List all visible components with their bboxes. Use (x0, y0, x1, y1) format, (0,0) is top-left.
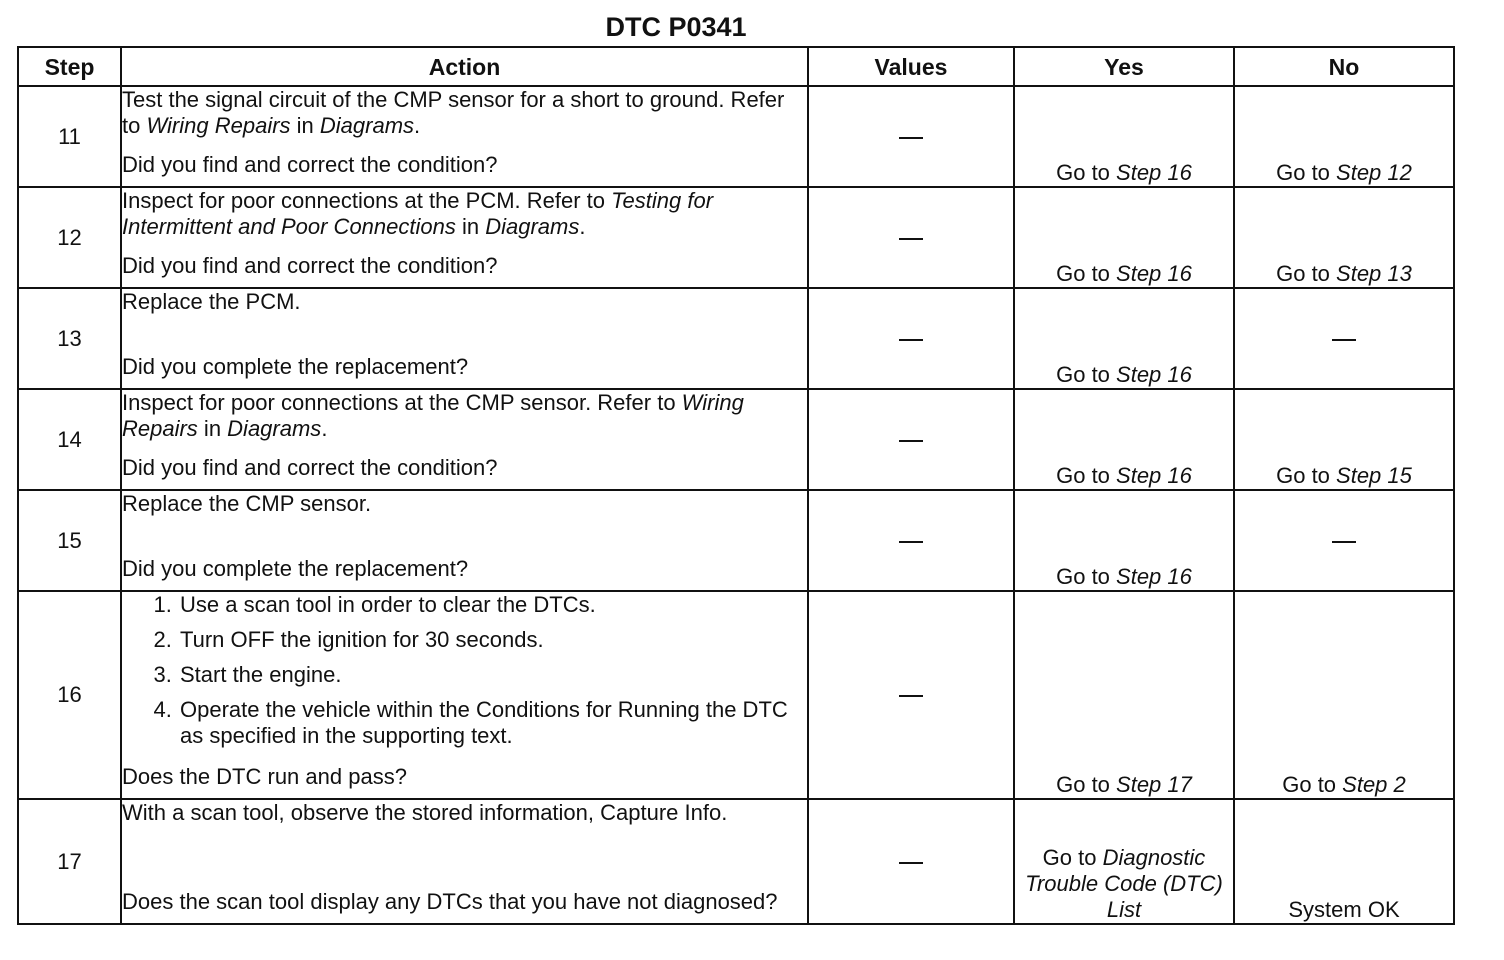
action-step-item: 1. Use a scan tool in order to clear the DTCs. (178, 592, 807, 618)
step-cell: 14 (18, 389, 121, 490)
action-text: Test the signal circuit of the CMP sensor for a short to ground. Refer to Wiring Repairs in Diagrams. (122, 87, 785, 138)
action-step-item: 4. Operate the vehicle within the Conditions for Running the DTC as specified in the supporting text. (178, 697, 807, 749)
reference-text: Step 17 (1116, 772, 1192, 797)
action-content (122, 800, 807, 915)
reference-text: Wiring Repairs (146, 113, 291, 138)
yes-cell: Go to Step 16 (1014, 389, 1234, 490)
action-content (122, 188, 807, 279)
step-cell: 16 (18, 591, 121, 799)
dtc-table (17, 46, 1455, 925)
action-steps-list (122, 592, 807, 749)
reference-text: Diagrams (319, 113, 415, 138)
dash-mark (899, 339, 923, 341)
dash-mark (899, 238, 923, 240)
action-step-item: 3. Start the engine. (178, 662, 807, 688)
no-cell (1234, 490, 1454, 591)
header-step: Step (18, 47, 121, 86)
action-text: Inspect for poor connections at the PCM. Refer to Testing for Intermittent and Poor Connections in Diagrams. (122, 188, 714, 239)
step-cell: 15 (18, 490, 121, 591)
reference-text: Step 16 (1116, 261, 1192, 286)
action-cell (121, 86, 808, 187)
action-question: Does the DTC run and pass? (122, 764, 407, 789)
action-cell (121, 591, 808, 799)
action-content (122, 87, 807, 178)
dash-mark (1332, 541, 1356, 543)
no-cell: Go to Step 15 (1234, 389, 1454, 490)
no-cell: Go to Step 2 (1234, 591, 1454, 799)
header-action: Action (121, 47, 808, 86)
action-question: Did you find and correct the condition? (122, 152, 498, 177)
step-cell: 13 (18, 288, 121, 389)
dash-mark (899, 541, 923, 543)
header-row (18, 47, 1454, 86)
dash-mark (899, 862, 923, 864)
action-text: Replace the CMP sensor. (122, 491, 372, 516)
step-cell: 12 (18, 187, 121, 288)
reference-text: Diagrams (485, 214, 580, 239)
yes-cell: Go to Diagnostic Trouble Code (DTC) List (1014, 799, 1234, 924)
dash-mark (899, 137, 923, 139)
yes-cell: Go to Step 16 (1014, 288, 1234, 389)
action-text: With a scan tool, observe the stored information, Capture Info. (122, 800, 728, 825)
action-cell (121, 187, 808, 288)
yes-cell: Go to Step 16 (1014, 490, 1234, 591)
action-cell (121, 288, 808, 389)
action-cell (121, 389, 808, 490)
reference-text: Step 13 (1336, 261, 1412, 286)
table-row (18, 288, 1454, 389)
table-row (18, 591, 1454, 799)
table-row (18, 187, 1454, 288)
action-step-item: 2. Turn OFF the ignition for 30 seconds. (178, 627, 807, 653)
values-cell (808, 799, 1014, 924)
action-question: Did you complete the replacement? (122, 354, 469, 379)
action-content (122, 491, 807, 582)
values-cell (808, 389, 1014, 490)
action-content (122, 390, 807, 481)
values-cell (808, 490, 1014, 591)
reference-text: Step 16 (1116, 160, 1192, 185)
dash-mark (899, 695, 923, 697)
action-question: Did you find and correct the condition? (122, 455, 498, 480)
action-question: Does the scan tool display any DTCs that you have not diagnosed? (122, 889, 778, 914)
reference-text: Testing for Intermittent and Poor Connections (122, 188, 714, 239)
table-row (18, 490, 1454, 591)
values-cell (808, 288, 1014, 389)
yes-cell: Go to Step 16 (1014, 86, 1234, 187)
action-cell (121, 490, 808, 591)
header-values: Values (808, 47, 1014, 86)
page-title: DTC P0341 (605, 12, 747, 42)
action-content (122, 289, 807, 380)
step-cell: 11 (18, 86, 121, 187)
header-no: No (1234, 47, 1454, 86)
dash-mark (1332, 339, 1356, 341)
action-content (122, 592, 807, 790)
action-question: Did you find and correct the condition? (122, 253, 498, 278)
reference-text: Step 2 (1342, 772, 1406, 797)
reference-text: Step 16 (1116, 362, 1192, 387)
action-text: Replace the PCM. (122, 289, 301, 314)
reference-text: Diagnostic Trouble Code (DTC) List (1025, 845, 1223, 922)
reference-text: Diagrams (227, 416, 322, 441)
action-text: Inspect for poor connections at the CMP sensor. Refer to Wiring Repairs in Diagrams. (122, 390, 744, 441)
values-cell (808, 86, 1014, 187)
yes-cell: Go to Step 17 (1014, 591, 1234, 799)
reference-text: Wiring Repairs (122, 390, 744, 441)
values-cell (808, 591, 1014, 799)
table-row (18, 86, 1454, 187)
reference-text: Step 12 (1336, 160, 1412, 185)
reference-text: Step 16 (1116, 564, 1192, 589)
table-row (18, 389, 1454, 490)
no-cell: Go to Step 12 (1234, 86, 1454, 187)
yes-cell: Go to Step 16 (1014, 187, 1234, 288)
step-cell: 17 (18, 799, 121, 924)
no-cell: Go to Step 13 (1234, 187, 1454, 288)
values-cell (808, 187, 1014, 288)
reference-text: Step 15 (1336, 463, 1412, 488)
action-question: Did you complete the replacement? (122, 556, 469, 581)
header-yes: Yes (1014, 47, 1234, 86)
reference-text: Step 16 (1116, 463, 1192, 488)
table-body (18, 86, 1454, 924)
dash-mark (899, 440, 923, 442)
no-cell: System OK (1234, 799, 1454, 924)
action-cell (121, 799, 808, 924)
no-cell (1234, 288, 1454, 389)
action-text (122, 592, 807, 758)
table-row (18, 799, 1454, 924)
